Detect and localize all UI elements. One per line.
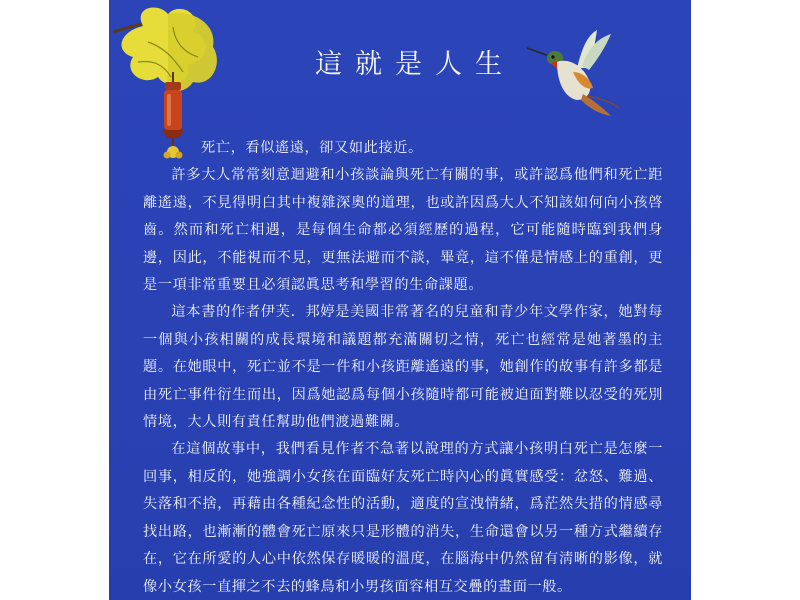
body-text: [143, 135, 663, 600]
page-title: 這就是人生: [315, 49, 515, 80]
paragraph: 死亡，看似遙遠，卻又如此接近。: [201, 140, 423, 156]
paragraph: 在這個故事中，我們看見作者不急著以說理的方式讓小孩明白死亡是怎麼一回事，相反的，她強調小女孩在面臨好友死亡時內心的眞實感受：忿怒、難過、失落和不捨，再藉由各種紀念性的活動，適度的宣洩情緒，爲茫然失措的情感尋找出路，也漸漸的體會死亡原來只是形體的消失，生命還會以另一種方式繼續存在，它在所愛的人心中依然保存暖暖的溫度，在腦海中仍然留有淸晰的影像，就像小女孩一直揮之不去的蜂鳥和小男孩面容相互交疊的畫面一般。: [143, 441, 663, 595]
paragraph: 這本書的作者伊芙．邦婷是美國非常著名的兒童和青少年文學作家，她對每一個與小孩相關的成長環境和議題都充滿關切之情，死亡也經常是她著墨的主題。在她眼中，死亡並不是一件和小孩距離遙遠的事，她創作的故事有許多都是由死亡事件衍生而出，因爲她認爲每個小孩隨時都可能被迫面對難以忍受的死別情境，大人則有責任幫助他們渡過難關。: [143, 304, 663, 431]
paragraph: 許多大人常常刻意迴避和小孩談論與死亡有關的事，或許認爲他們和死亡距離遙遠，不見得明白其中複雜深奧的道理，也或許因爲大人不知該如何向小孩啓齒。然而和死亡相遇，是每個生命都必須經歷的過程，它可能隨時臨到我們身邊，因此，不能視而不見，更無法避而不談，畢竟，這不僅是情感上的重創，更是一項非常重要且必須認眞思考和學習的生命課題。: [143, 167, 663, 294]
book-page: [109, 0, 691, 600]
